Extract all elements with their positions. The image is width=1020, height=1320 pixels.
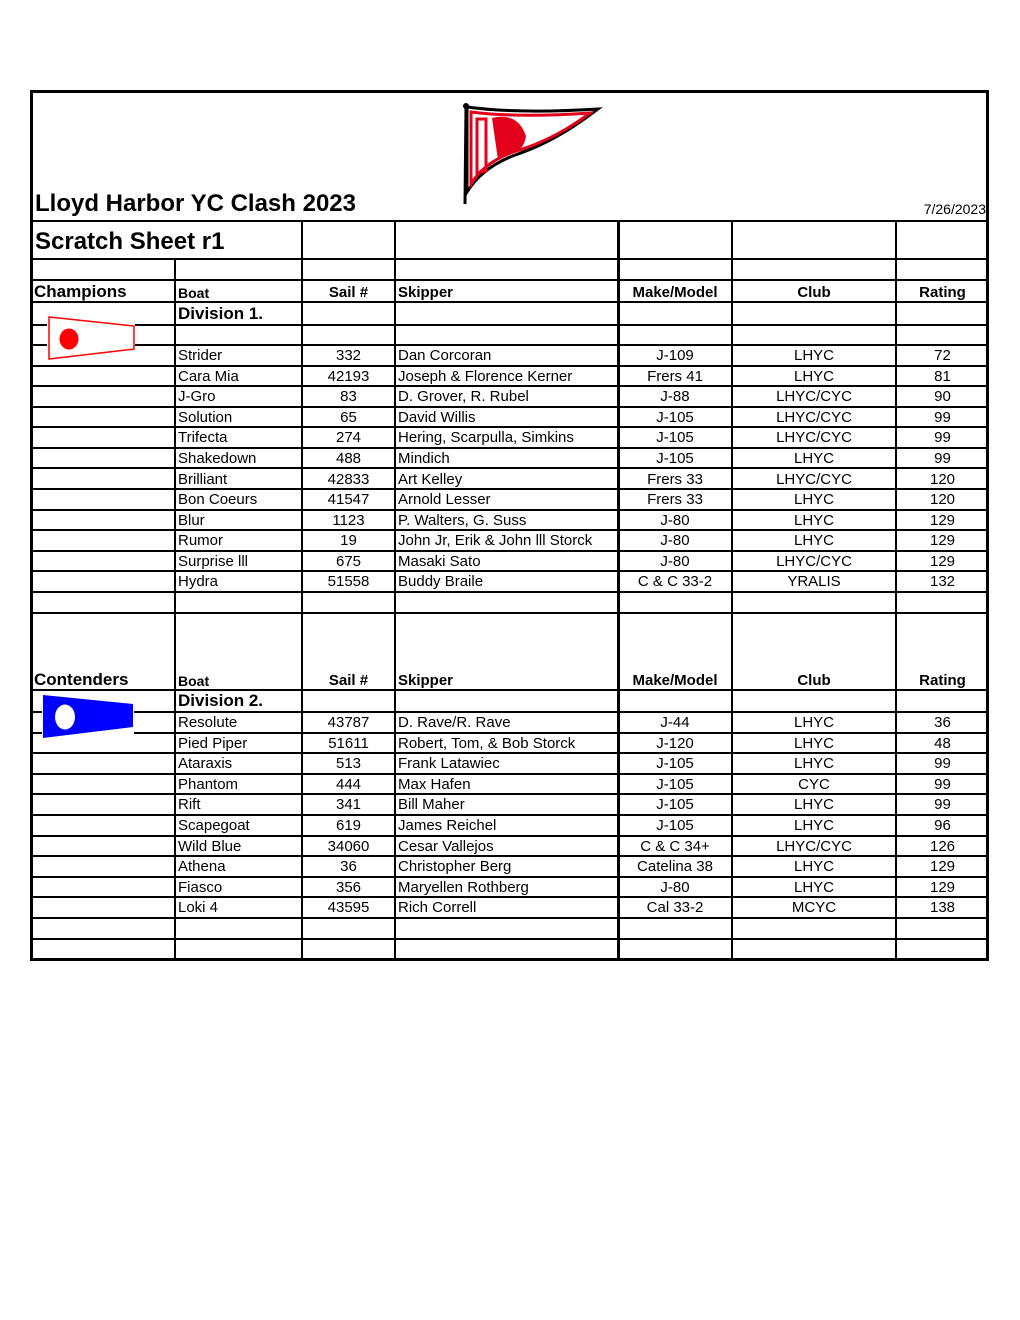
column-header-club: Club	[797, 672, 831, 689]
cell-sail: 42193	[327, 367, 370, 385]
cell-rating: 99	[934, 796, 951, 814]
cell-sail: 43595	[327, 899, 370, 917]
cell-sail: 356	[335, 878, 362, 896]
cell-skipper: Hering, Scarpulla, Simkins	[398, 429, 574, 447]
cell-model: Cal 33-2	[646, 899, 704, 917]
cell-skipper: Maryellen Rothberg	[398, 878, 529, 896]
column-header-rating: Rating	[919, 672, 966, 689]
cell-club: LHYC	[793, 858, 834, 876]
cell-sail: 36	[340, 858, 357, 876]
cell-club: YRALIS	[787, 573, 841, 591]
column-header-model: Make/Model	[632, 284, 718, 301]
cell-boat: Bon Coeurs	[178, 491, 258, 509]
cell-sail: 513	[335, 755, 362, 773]
cell-boat: Blur	[178, 511, 205, 529]
cell-rating: 99	[934, 755, 951, 773]
cell-skipper: Mindich	[398, 449, 450, 467]
cell-boat: Trifecta	[178, 429, 228, 447]
cell-rating: 129	[929, 552, 956, 570]
cell-club: LHYC/CYC	[776, 388, 852, 406]
cell-club: LHYC/CYC	[776, 837, 852, 855]
cell-sail: 332	[335, 347, 362, 364]
cell-model: Catelina 38	[637, 858, 713, 876]
cell-boat: Solution	[178, 408, 233, 426]
section-group-label: Contenders	[34, 670, 129, 689]
cell-rating: 99	[934, 429, 951, 447]
cell-rating: 36	[934, 714, 951, 731]
cell-club: MCYC	[791, 899, 837, 917]
cell-model: J-109	[656, 347, 694, 364]
cell-sail: 488	[335, 449, 362, 467]
cell-rating: 126	[929, 837, 956, 855]
cell-skipper: Robert, Tom, & Bob Storck	[398, 734, 576, 752]
cell-skipper: Frank Latawiec	[398, 755, 500, 773]
cell-club: CYC	[798, 775, 830, 793]
cell-skipper: Max Hafen	[398, 775, 471, 793]
cell-club: LHYC	[793, 532, 834, 550]
cell-rating: 129	[929, 878, 956, 896]
cell-model: C & C 34+	[640, 837, 710, 855]
cell-boat: Hydra	[178, 573, 219, 591]
cell-rating: 129	[929, 858, 956, 876]
grid-col-line	[174, 259, 176, 961]
red-ball-pennant-icon	[47, 316, 137, 362]
column-header-skipper: Skipper	[398, 284, 454, 301]
cell-rating: 99	[934, 449, 951, 467]
cell-rating: 129	[929, 532, 956, 550]
cell-rating: 96	[934, 817, 951, 834]
cell-sail: 341	[335, 796, 362, 814]
cell-rating: 129	[929, 511, 956, 529]
cell-boat: Phantom	[178, 775, 239, 793]
cell-sail: 65	[340, 408, 357, 426]
cell-boat: Brilliant	[178, 470, 228, 488]
cell-sail: 51611	[328, 734, 369, 752]
cell-sail: 1123	[332, 511, 365, 529]
cell-boat: Resolute	[178, 714, 238, 731]
cell-boat: Fiasco	[178, 878, 223, 896]
cell-rating: 99	[934, 775, 951, 793]
cell-skipper: Art Kelley	[398, 470, 463, 488]
cell-rating: 48	[934, 734, 951, 752]
cell-boat: Rift	[178, 796, 201, 814]
cell-model: Frers 33	[647, 491, 703, 509]
cell-sail: 444	[335, 775, 362, 793]
cell-rating: 72	[934, 347, 951, 364]
division-label: Division 1.	[178, 304, 264, 323]
cell-model: J-105	[656, 796, 694, 814]
cell-model: J-80	[660, 532, 690, 550]
cell-rating: 90	[934, 388, 951, 406]
cell-model: J-105	[656, 755, 694, 773]
cell-sail: 34060	[327, 837, 370, 855]
cell-skipper: David Willis	[398, 408, 476, 426]
cell-model: C & C 33-2	[637, 573, 713, 591]
cell-model: J-105	[656, 775, 694, 793]
cell-rating: 99	[934, 408, 951, 426]
report-date: 7/26/2023	[923, 201, 986, 217]
cell-boat: Rumor	[178, 532, 224, 550]
cell-club: LHYC	[793, 817, 834, 834]
cell-sail: 619	[335, 817, 362, 834]
cell-club: LHYC	[793, 347, 834, 364]
cell-sail: 675	[335, 552, 362, 570]
cell-model: Frers 41	[647, 367, 703, 385]
cell-club: LHYC	[793, 449, 834, 467]
column-header-model: Make/Model	[632, 672, 718, 689]
grid-row-line	[30, 220, 989, 222]
cell-skipper: James Reichel	[398, 817, 497, 834]
section-group-label: Champions	[34, 282, 127, 301]
column-header-boat: Boat	[178, 673, 210, 689]
column-header-sail: Sail #	[328, 672, 369, 689]
cell-club: LHYC/CYC	[776, 429, 852, 447]
cell-rating: 81	[934, 367, 951, 385]
cell-club: LHYC	[793, 755, 834, 773]
cell-boat: Cara Mia	[178, 367, 239, 385]
cell-skipper: D. Grover, R. Rubel	[398, 388, 529, 406]
cell-model: J-80	[660, 511, 690, 529]
cell-model: J-80	[660, 552, 690, 570]
page-title: Lloyd Harbor YC Clash 2023	[35, 190, 356, 217]
cell-boat: Pied Piper	[178, 734, 248, 752]
cell-boat: Ataraxis	[178, 755, 233, 773]
cell-boat: Strider	[178, 347, 223, 364]
division-label: Division 2.	[178, 691, 264, 710]
cell-boat: J-Gro	[178, 388, 216, 406]
cell-rating: 120	[929, 470, 956, 488]
cell-rating: 138	[929, 899, 956, 917]
cell-sail: 83	[340, 388, 357, 406]
cell-club: LHYC	[793, 796, 834, 814]
cell-club: LHYC	[793, 878, 834, 896]
cell-boat: Surprise lll	[178, 552, 249, 570]
cell-boat: Loki 4	[178, 899, 219, 917]
cell-model: J-44	[660, 714, 690, 731]
cell-boat: Athena	[178, 858, 226, 876]
cell-sail: 42833	[327, 470, 370, 488]
cell-club: LHYC/CYC	[776, 470, 852, 488]
cell-club: LHYC	[793, 491, 834, 509]
cell-skipper: Arnold Lesser	[398, 491, 491, 509]
cell-sail: 51558	[327, 573, 370, 591]
cell-club: LHYC	[793, 714, 834, 731]
cell-club: LHYC	[793, 511, 834, 529]
cell-skipper: Dan Corcoran	[398, 347, 492, 364]
cell-rating: 120	[929, 491, 956, 509]
cell-sail: 43787	[327, 714, 370, 731]
cell-skipper: D. Rave/R. Rave	[398, 714, 511, 731]
cell-sail: 19	[340, 532, 357, 550]
cell-skipper: Christopher Berg	[398, 858, 512, 876]
column-header-club: Club	[797, 284, 831, 301]
cell-skipper: Rich Correll	[398, 899, 477, 917]
blue-ball-pennant-icon	[42, 694, 134, 740]
cell-boat: Shakedown	[178, 449, 257, 467]
sheet-subtitle: Scratch Sheet r1	[35, 228, 225, 255]
cell-skipper: John Jr, Erik & John lll Storck	[398, 532, 593, 550]
cell-model: J-120	[656, 734, 694, 752]
cell-model: J-80	[660, 878, 690, 896]
cell-model: J-105	[656, 408, 694, 426]
cell-model: J-88	[660, 388, 690, 406]
cell-boat: Wild Blue	[178, 837, 242, 855]
cell-model: J-105	[656, 817, 694, 834]
cell-club: LHYC/CYC	[776, 552, 852, 570]
cell-club: LHYC	[793, 367, 834, 385]
cell-model: Frers 33	[647, 470, 703, 488]
cell-skipper: P. Walters, G. Suss	[398, 511, 527, 529]
column-header-skipper: Skipper	[398, 672, 454, 689]
cell-skipper: Buddy Braile	[398, 573, 484, 591]
cell-sail: 41547	[327, 491, 370, 509]
cell-club: LHYC	[793, 734, 834, 752]
cell-boat: Scapegoat	[178, 817, 250, 834]
cell-model: J-105	[656, 449, 694, 467]
cell-sail: 274	[335, 429, 362, 447]
cell-skipper: Joseph & Florence Kerner	[398, 367, 573, 385]
column-header-rating: Rating	[919, 284, 966, 301]
cell-skipper: Cesar Vallejos	[398, 837, 494, 855]
cell-rating: 132	[929, 573, 956, 591]
column-header-boat: Boat	[178, 285, 210, 301]
column-header-sail: Sail #	[328, 284, 369, 301]
cell-club: LHYC/CYC	[776, 408, 852, 426]
cell-skipper: Bill Maher	[398, 796, 465, 814]
cell-skipper: Masaki Sato	[398, 552, 481, 570]
cell-model: J-105	[656, 429, 694, 447]
